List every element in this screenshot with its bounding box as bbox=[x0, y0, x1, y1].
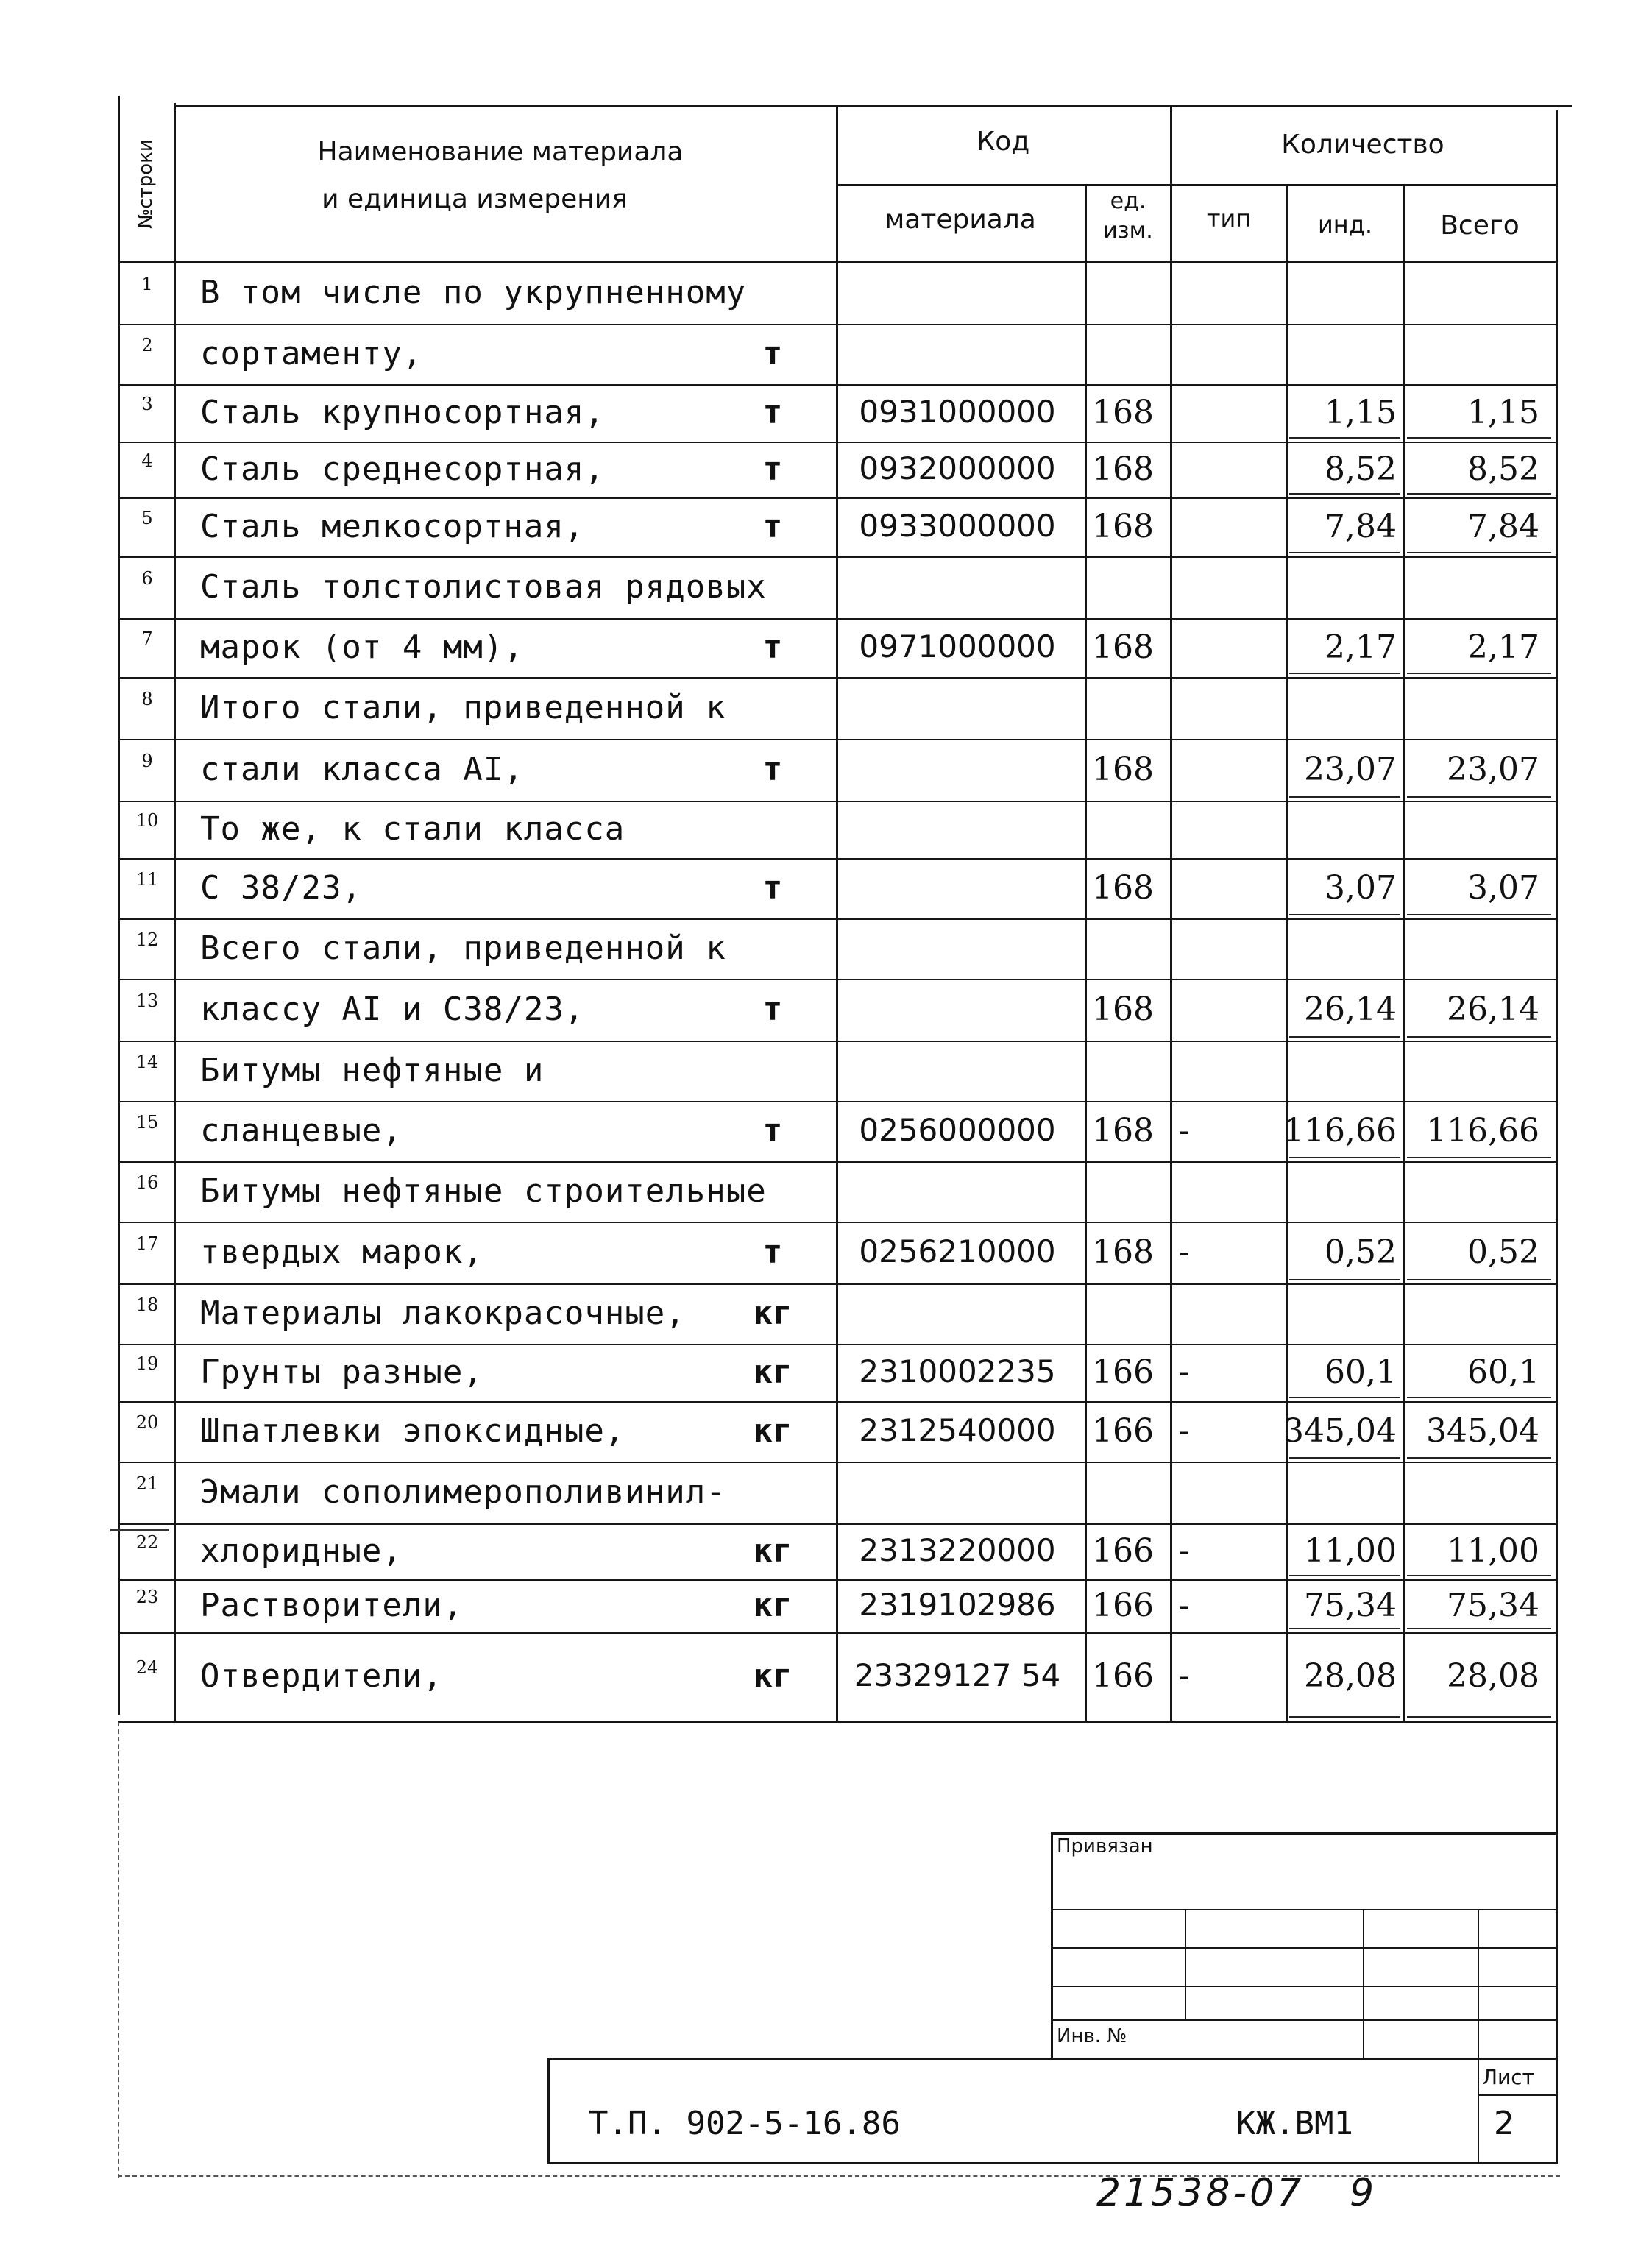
material-code: 2313220000 bbox=[859, 1532, 1056, 1568]
total-quantity: 26,14 bbox=[1447, 991, 1539, 1028]
titleblock-left-line bbox=[547, 2058, 550, 2164]
row-number: 8 bbox=[141, 689, 153, 709]
row-separator bbox=[118, 1222, 1557, 1223]
ind-quantity: 1,15 bbox=[1325, 394, 1397, 431]
um-code: 168 bbox=[1092, 751, 1154, 788]
material-name: Всего стали, приведенной к bbox=[200, 929, 726, 967]
um-code: 166 bbox=[1092, 1412, 1154, 1450]
value-underline bbox=[1289, 1628, 1400, 1629]
value-underline bbox=[1289, 796, 1400, 798]
left-trim-line bbox=[118, 1722, 119, 2178]
material-name: Эмали сополимерополивинил- bbox=[200, 1473, 726, 1511]
stamp-row-line-4 bbox=[1051, 2019, 1556, 2021]
sheet-number: 2 bbox=[1494, 2105, 1514, 2142]
row-separator bbox=[118, 918, 1557, 920]
ind-quantity: 3,07 bbox=[1325, 869, 1397, 907]
row-number: 2 bbox=[141, 335, 153, 355]
row-number: 5 bbox=[141, 508, 153, 528]
value-underline bbox=[1407, 1457, 1551, 1459]
um-code: 168 bbox=[1092, 1112, 1154, 1150]
material-code: 2312540000 bbox=[859, 1412, 1056, 1448]
row-separator bbox=[118, 1401, 1557, 1403]
ind-quantity: 2,17 bbox=[1325, 628, 1397, 666]
value-underline bbox=[1407, 1628, 1551, 1629]
project-number: Т.П. 902-5-16.86 bbox=[589, 2105, 901, 2142]
material-name: сортаменту, bbox=[200, 335, 423, 372]
um-code: 168 bbox=[1092, 450, 1154, 488]
material-code: 0933000000 bbox=[859, 508, 1056, 544]
total-quantity: 8,52 bbox=[1467, 450, 1539, 488]
total-quantity: 0,52 bbox=[1467, 1233, 1539, 1271]
name-column-border bbox=[836, 105, 838, 1721]
code-header: Код bbox=[976, 127, 1030, 157]
row-number: 14 bbox=[135, 1052, 159, 1072]
row-separator bbox=[118, 1523, 1557, 1525]
row-number: 20 bbox=[135, 1412, 159, 1433]
value-underline bbox=[1289, 1157, 1400, 1158]
stamp-row-line-1 bbox=[1051, 1909, 1556, 1910]
row-number: 3 bbox=[141, 394, 153, 414]
material-name: Отвердители, bbox=[200, 1657, 443, 1695]
row-number: 17 bbox=[135, 1233, 159, 1254]
row-number: 16 bbox=[135, 1172, 159, 1193]
value-underline bbox=[1407, 493, 1551, 495]
material-name: То же, к стали класса bbox=[200, 810, 625, 848]
value-underline bbox=[1407, 1279, 1551, 1280]
row-number: 22 bbox=[135, 1532, 159, 1553]
material-name: Сталь мелкосортная, bbox=[200, 508, 585, 545]
rowno-column-border bbox=[174, 103, 176, 1722]
row-separator bbox=[118, 1041, 1557, 1042]
row-number: 6 bbox=[141, 568, 153, 589]
name-header-line1: Наименование материала bbox=[317, 137, 684, 167]
unit-of-measure: т bbox=[762, 1112, 783, 1150]
unit-of-measure: кг bbox=[753, 1412, 793, 1450]
stamp-row-line-2 bbox=[1051, 1947, 1556, 1949]
row-separator bbox=[118, 1579, 1557, 1581]
table-bottom-line bbox=[118, 1721, 1557, 1723]
document-code: КЖ.ВМ1 bbox=[1236, 2105, 1353, 2142]
material-code: 0932000000 bbox=[859, 450, 1056, 486]
row-number: 18 bbox=[135, 1294, 159, 1315]
row-number: 7 bbox=[141, 628, 153, 649]
titleblock-top-line bbox=[547, 2058, 1557, 2060]
value-underline bbox=[1289, 437, 1400, 439]
unit-of-measure: кг bbox=[753, 1353, 793, 1391]
value-underline bbox=[1289, 552, 1400, 553]
material-name: Растворители, bbox=[200, 1587, 464, 1624]
material-name: Материалы лакокрасочные, bbox=[200, 1294, 686, 1332]
value-underline bbox=[1407, 437, 1551, 439]
material-name: Шпатлевки эпоксидные, bbox=[200, 1412, 625, 1450]
ind-quantity: 26,14 bbox=[1304, 991, 1397, 1028]
value-underline bbox=[1289, 1575, 1400, 1576]
type-quantity: - bbox=[1174, 1112, 1194, 1150]
um-code: 168 bbox=[1092, 869, 1154, 907]
frame-right-border bbox=[1556, 110, 1558, 2164]
unit-of-measure: т bbox=[762, 628, 783, 666]
row-number: 21 bbox=[135, 1473, 159, 1494]
material-name: С 38/23, bbox=[200, 869, 362, 907]
material-name: Грунты разные, bbox=[200, 1353, 483, 1391]
sheet-label: Лист bbox=[1482, 2065, 1534, 2089]
um-code: 168 bbox=[1092, 991, 1154, 1028]
row-number: 1 bbox=[141, 274, 153, 294]
total-quantity: 28,08 bbox=[1447, 1657, 1539, 1695]
material-name: твердых марок, bbox=[200, 1233, 483, 1271]
um-header-line2: изм. bbox=[1103, 218, 1153, 244]
type-quantity: - bbox=[1174, 1587, 1194, 1624]
unit-of-measure: т bbox=[762, 450, 783, 488]
um-code: 168 bbox=[1092, 1233, 1154, 1271]
header-bottom-line bbox=[118, 261, 1557, 263]
row-separator bbox=[118, 739, 1557, 740]
unit-of-measure: кг bbox=[753, 1532, 793, 1570]
row-separator bbox=[118, 1161, 1557, 1163]
material-name: стали класса AI, bbox=[200, 751, 524, 788]
titleblock-bottom-line bbox=[547, 2162, 1557, 2164]
ind-quantity: 345,04 bbox=[1283, 1412, 1397, 1450]
value-underline bbox=[1289, 1397, 1400, 1398]
total-quantity: 75,34 bbox=[1447, 1587, 1539, 1624]
value-underline bbox=[1407, 914, 1551, 915]
row-separator bbox=[118, 1462, 1557, 1463]
row-number: 19 bbox=[135, 1353, 159, 1374]
um-code: 166 bbox=[1092, 1587, 1154, 1624]
row-number-header-label: №строки bbox=[135, 139, 157, 229]
name-header-line2: и единица измерения bbox=[322, 184, 628, 214]
type-header: тип bbox=[1206, 205, 1252, 233]
ind-quantity: 7,84 bbox=[1325, 508, 1397, 545]
value-underline bbox=[1407, 1157, 1551, 1158]
row-separator bbox=[118, 618, 1557, 620]
material-name: В том числе по укрупненному bbox=[200, 274, 747, 311]
material-code: 2319102986 bbox=[859, 1587, 1056, 1623]
value-underline bbox=[1407, 673, 1551, 674]
quantity-header: Количество bbox=[1281, 130, 1444, 160]
total-header: Всего bbox=[1440, 210, 1520, 241]
total-quantity: 7,84 bbox=[1467, 508, 1539, 545]
unit-of-measure: т bbox=[762, 1233, 783, 1271]
material-code: 0931000000 bbox=[859, 394, 1056, 430]
row-separator bbox=[118, 979, 1557, 980]
material-code: 2310002235 bbox=[859, 1353, 1056, 1389]
material-name: марок (от 4 мм), bbox=[200, 628, 524, 666]
row-number: 23 bbox=[135, 1587, 159, 1607]
row-separator bbox=[118, 1344, 1557, 1345]
value-underline bbox=[1289, 673, 1400, 674]
type-quantity: - bbox=[1174, 1353, 1194, 1391]
um-code: 166 bbox=[1092, 1657, 1154, 1695]
ind-quantity: 28,08 bbox=[1304, 1657, 1397, 1695]
material-code-header: материала bbox=[885, 205, 1036, 235]
total-quantity: 116,66 bbox=[1426, 1112, 1539, 1150]
material-name: сланцевые, bbox=[200, 1112, 403, 1150]
material-name: Битумы нефтяные строительные bbox=[200, 1172, 767, 1210]
stamp-row-line-3 bbox=[1051, 1986, 1556, 1987]
material-code: 0256000000 bbox=[859, 1112, 1056, 1148]
stamp-col-line-3 bbox=[1478, 1909, 1479, 2164]
row-number: 15 bbox=[135, 1112, 159, 1133]
row-number: 4 bbox=[141, 450, 153, 471]
row-number: 10 bbox=[135, 810, 159, 831]
row-separator bbox=[118, 442, 1557, 443]
um-code: 168 bbox=[1092, 628, 1154, 666]
material-name: Сталь крупносортная, bbox=[200, 394, 605, 431]
row-number: 13 bbox=[135, 991, 159, 1011]
value-underline bbox=[1289, 1036, 1400, 1038]
total-quantity: 60,1 bbox=[1467, 1353, 1539, 1391]
type-quantity: - bbox=[1174, 1532, 1194, 1570]
material-name: Сталь среднесортная, bbox=[200, 450, 605, 488]
total-quantity: 2,17 bbox=[1467, 628, 1539, 666]
material-code: 23329127 54 bbox=[854, 1657, 1061, 1693]
total-quantity: 3,07 bbox=[1467, 869, 1539, 907]
header-top-line bbox=[174, 105, 1572, 107]
type-quantity: - bbox=[1174, 1233, 1194, 1271]
header-mid-line bbox=[836, 184, 1557, 186]
ind-quantity: 23,07 bbox=[1304, 751, 1397, 788]
total-quantity: 23,07 bbox=[1447, 751, 1539, 788]
value-underline bbox=[1407, 552, 1551, 553]
material-name: Битумы нефтяные и bbox=[200, 1052, 545, 1089]
sheet-label-line bbox=[1478, 2094, 1557, 2096]
row-separator bbox=[118, 1283, 1557, 1285]
um-column-border bbox=[1170, 105, 1172, 1721]
ind-quantity: 11,00 bbox=[1304, 1532, 1397, 1570]
material-code: 0256210000 bbox=[859, 1233, 1056, 1269]
ind-quantity: 8,52 bbox=[1325, 450, 1397, 488]
ind-quantity: 116,66 bbox=[1283, 1112, 1397, 1150]
total-quantity: 345,04 bbox=[1426, 1412, 1539, 1450]
row-separator bbox=[118, 324, 1557, 325]
value-underline bbox=[1407, 1575, 1551, 1576]
value-underline bbox=[1289, 1716, 1400, 1718]
um-code: 168 bbox=[1092, 508, 1154, 545]
stamp-col-line-2 bbox=[1363, 1909, 1364, 2058]
type-quantity: - bbox=[1174, 1412, 1194, 1450]
stamp-left-line bbox=[1051, 1832, 1053, 2058]
unit-of-measure: т bbox=[762, 508, 783, 545]
material-name: Итого стали, приведенной к bbox=[200, 689, 726, 726]
ind-quantity: 0,52 bbox=[1325, 1233, 1397, 1271]
stamp-top-line bbox=[1051, 1832, 1556, 1835]
value-underline bbox=[1407, 796, 1551, 798]
row-separator bbox=[118, 677, 1557, 679]
stamp-inventory-label: Инв. № bbox=[1057, 2025, 1127, 2047]
frame-left-border bbox=[118, 96, 120, 1715]
total-quantity: 1,15 bbox=[1467, 394, 1539, 431]
unit-of-measure: т bbox=[762, 991, 783, 1028]
unit-of-measure: кг bbox=[753, 1657, 793, 1695]
row-number: 24 bbox=[135, 1657, 159, 1678]
row-number: 12 bbox=[135, 929, 159, 950]
ind-quantity: 60,1 bbox=[1325, 1353, 1397, 1391]
row-number-header bbox=[122, 110, 169, 258]
um-code: 166 bbox=[1092, 1353, 1154, 1391]
ind-quantity: 75,34 bbox=[1304, 1587, 1397, 1624]
unit-of-measure: т bbox=[762, 335, 783, 372]
value-underline bbox=[1289, 1279, 1400, 1280]
row-separator bbox=[118, 858, 1557, 860]
row-number: 11 bbox=[135, 869, 159, 890]
row-separator bbox=[118, 497, 1557, 499]
value-underline bbox=[1407, 1716, 1551, 1718]
um-header-line1: ед. bbox=[1110, 188, 1146, 214]
material-name: классу AI и С38/23, bbox=[200, 991, 585, 1028]
value-underline bbox=[1407, 1036, 1551, 1038]
value-underline bbox=[1289, 914, 1400, 915]
unit-of-measure: т bbox=[762, 869, 783, 907]
row-separator bbox=[118, 1632, 1557, 1634]
ind-header: инд. bbox=[1317, 210, 1372, 238]
unit-of-measure: кг bbox=[753, 1294, 793, 1332]
material-name: Сталь толстолистовая рядовых bbox=[200, 568, 767, 606]
row-number: 9 bbox=[141, 751, 153, 771]
um-code: 168 bbox=[1092, 394, 1154, 431]
stamp-bound-label: Привязан bbox=[1057, 1835, 1153, 1857]
unit-of-measure: т bbox=[762, 751, 783, 788]
unit-of-measure: т bbox=[762, 394, 783, 431]
total-quantity: 11,00 bbox=[1447, 1532, 1539, 1570]
row-separator bbox=[118, 801, 1557, 802]
value-underline bbox=[1289, 1457, 1400, 1459]
unit-of-measure: кг bbox=[753, 1587, 793, 1624]
um-code: 166 bbox=[1092, 1532, 1154, 1570]
type-quantity: - bbox=[1174, 1657, 1194, 1695]
value-underline bbox=[1407, 1397, 1551, 1398]
left-tick-mark bbox=[110, 1529, 169, 1531]
row-separator bbox=[118, 384, 1557, 386]
row-separator bbox=[118, 1101, 1557, 1102]
stamp-col-line-1 bbox=[1185, 1909, 1186, 2019]
value-underline bbox=[1289, 493, 1400, 495]
row-separator bbox=[118, 556, 1557, 558]
handwritten-archive-number: 21538-07 9 bbox=[1096, 2171, 1378, 2215]
material-code: 0971000000 bbox=[859, 628, 1056, 665]
material-name: хлоридные, bbox=[200, 1532, 403, 1570]
